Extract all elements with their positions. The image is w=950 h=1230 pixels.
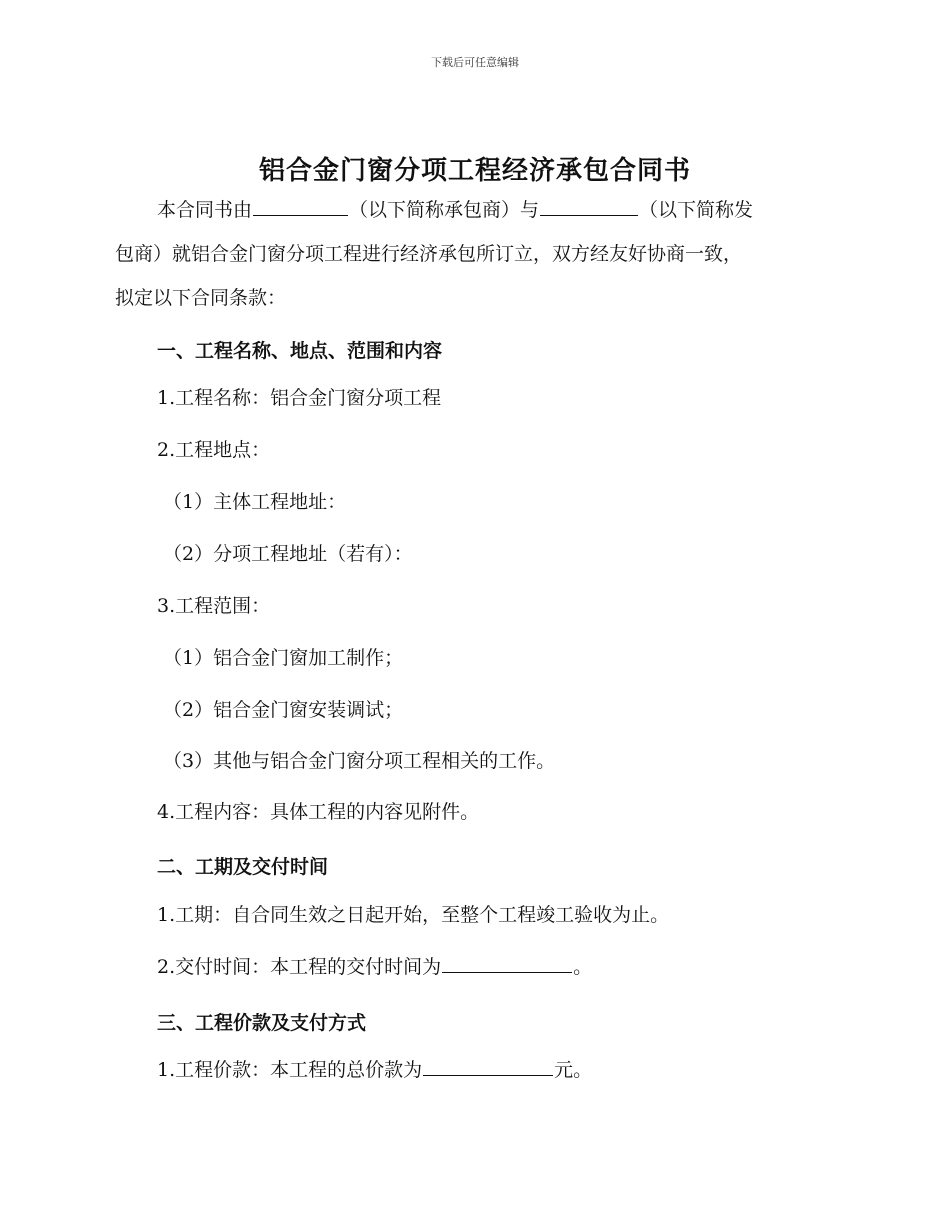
s3-item-1-text: 1.工程价款：本工程的总价款为 <box>157 1059 423 1081</box>
intro-line-1 <box>157 199 877 222</box>
header-note: 下载后可任意编辑 <box>431 56 519 69</box>
s1-item-4: 4.工程内容：具体工程的内容见附件。 <box>157 801 480 823</box>
s2-item-2-text: 2.交付时间：本工程的交付时间为 <box>157 956 442 978</box>
client-blank[interactable] <box>540 214 638 216</box>
s3-item-1-end: 元。 <box>554 1059 593 1081</box>
s1-item-3-2: （2）铝合金门窗安装调试； <box>163 699 404 721</box>
s1-item-2-2: （2）分项工程地址（若有）： <box>163 543 413 565</box>
s1-item-3: 3.工程范围： <box>157 595 271 617</box>
s2-item-2 <box>157 956 877 979</box>
s2-item-1: 1.工期：自合同生效之日起开始，至整个工程竣工验收为止。 <box>157 904 670 926</box>
document-title: 铝合金门窗分项工程经济承包合同书 <box>258 156 691 186</box>
intro-text-b: （以下简称承包商）与 <box>349 199 540 221</box>
contractor-blank[interactable] <box>253 214 348 216</box>
section-2-heading: 二、工期及交付时间 <box>157 856 329 878</box>
section-3-heading: 三、工程价款及支付方式 <box>157 1012 367 1034</box>
intro-text-c: （以下简称发 <box>639 199 754 221</box>
intro-text-a: 本合同书由 <box>157 199 253 221</box>
s1-item-2: 2.工程地点： <box>157 439 271 461</box>
s1-item-2-1: （1）主体工程地址： <box>163 491 347 513</box>
s1-item-3-1: （1）铝合金门窗加工制作； <box>163 647 404 669</box>
s2-item-2-end: 。 <box>573 956 593 978</box>
intro-line-3: 拟定以下合同条款： <box>115 287 287 309</box>
intro-line-2: 包商）就铝合金门窗分项工程进行经济承包所订立，双方经友好协商一致， <box>115 243 743 265</box>
s3-item-1 <box>157 1059 877 1082</box>
s1-item-1: 1.工程名称：铝合金门窗分项工程 <box>157 387 442 409</box>
s1-item-3-3: （3）其他与铝合金门窗分项工程相关的工作。 <box>163 750 556 772</box>
section-1-heading: 一、工程名称、地点、范围和内容 <box>157 340 443 362</box>
delivery-time-blank[interactable] <box>442 971 572 973</box>
total-price-blank[interactable] <box>423 1074 553 1076</box>
